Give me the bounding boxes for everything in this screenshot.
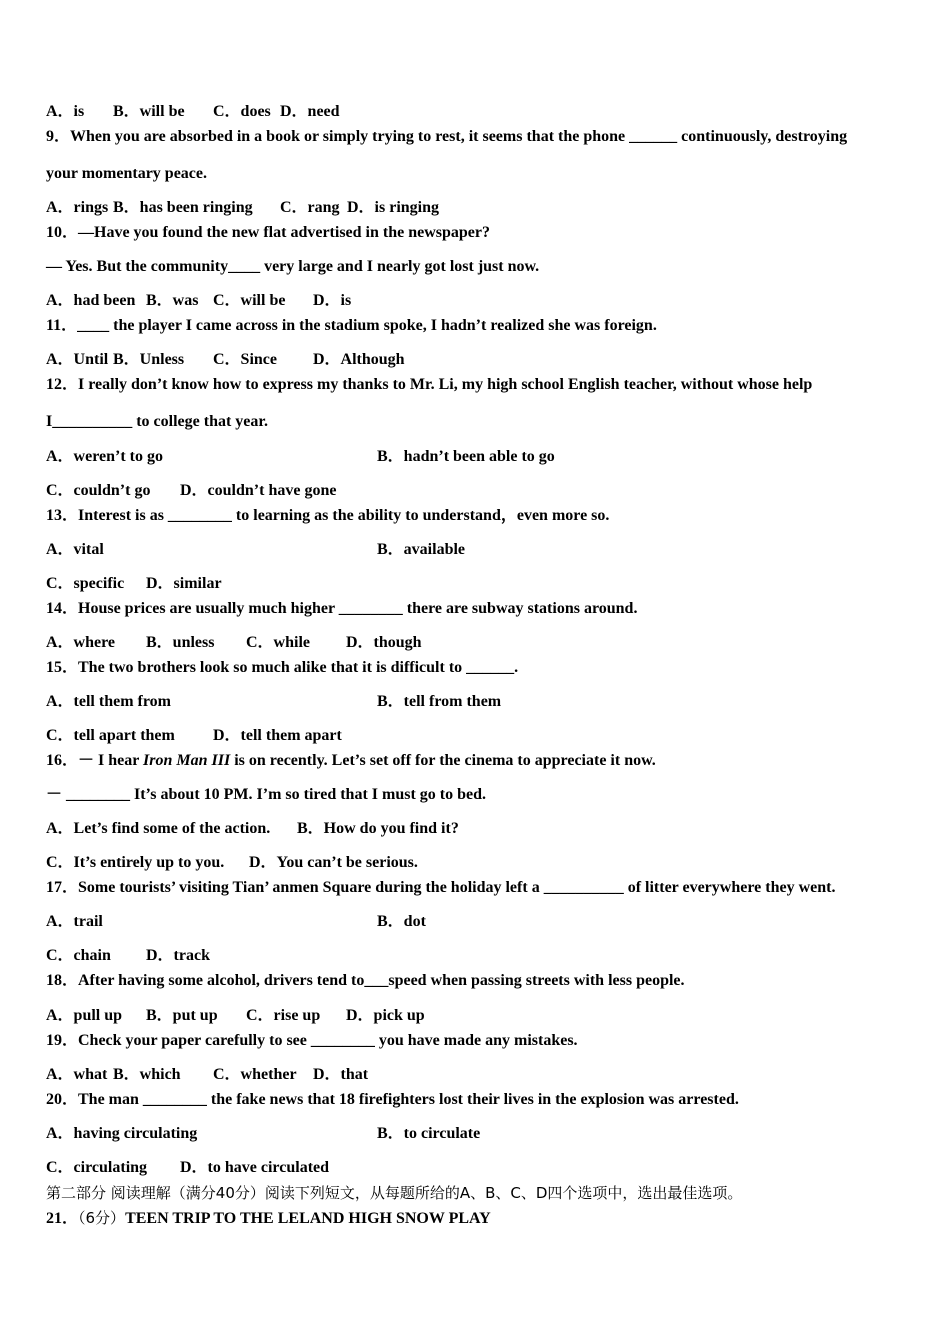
q12-option-d: D．couldn’t have gone bbox=[180, 482, 337, 499]
q15-stem: 15．The two brothers look so much alike that it is difficult to ______. bbox=[46, 659, 519, 676]
q16-stem-prefix: 16．－ I hear bbox=[46, 752, 144, 769]
q14-option-a: A．where bbox=[46, 634, 116, 651]
q13-option-a: A．vital bbox=[46, 541, 104, 558]
q12-option-b: B．hadn’t been able to go bbox=[377, 448, 555, 465]
q14-option-b: B．unless bbox=[146, 634, 215, 651]
q11-option-a: A．Until bbox=[46, 351, 109, 368]
q14-option-c: C．while bbox=[246, 634, 311, 651]
q8-option-b: B．will be bbox=[113, 103, 185, 120]
q12-stem-line1: 12．I really don’t know how to express my thanks to Mr. Li, my high school English teacher, without whose help bbox=[46, 376, 813, 393]
q18-option-d: D．pick up bbox=[346, 1007, 425, 1024]
q13-option-c: C．specific bbox=[46, 575, 125, 592]
q9-option-d: D．is ringing bbox=[347, 199, 440, 216]
q11-option-c: C．Since bbox=[213, 351, 278, 368]
q10-options bbox=[46, 291, 351, 311]
q20-option-b: B．to circulate bbox=[377, 1125, 481, 1142]
q12-options-row1 bbox=[46, 447, 906, 467]
q15-option-d: D．tell them apart bbox=[213, 727, 342, 744]
q10-stem-line1: 10．—Have you found the new flat advertised in the newspaper? bbox=[46, 224, 491, 241]
q16-option-a: A．Let’s find some of the action. bbox=[46, 820, 271, 837]
q21-title: TEEN TRIP TO THE LELAND HIGH SNOW PLAY bbox=[125, 1210, 491, 1227]
q10-stem-line2: — Yes. But the community____ very large and I nearly got lost just now. bbox=[46, 258, 540, 275]
q9-stem-line2: your momentary peace. bbox=[46, 165, 207, 182]
q21-points: （6分） bbox=[78, 1209, 126, 1227]
q9-options bbox=[46, 198, 439, 218]
q10-option-a: A．had been bbox=[46, 292, 136, 309]
q20-options-row2 bbox=[46, 1158, 329, 1178]
q10-option-c: C．will be bbox=[213, 292, 286, 309]
q17-option-a: A．trail bbox=[46, 913, 103, 930]
q15-option-a: A．tell them from bbox=[46, 693, 172, 710]
q12-option-a: A．weren’t to go bbox=[46, 448, 164, 465]
q14-option-d: D．though bbox=[346, 634, 422, 651]
q15-option-b: B．tell from them bbox=[377, 693, 502, 710]
q16-stem-suffix: is on recently. Let’s set off for the cinema to appreciate it now. bbox=[230, 752, 656, 769]
q9-option-c: C．rang bbox=[280, 199, 340, 216]
q8-option-c: C．does bbox=[213, 103, 271, 120]
section2-heading: 第二部分 阅读理解（满分40分）阅读下列短文，从每题所给的A、B、C、D四个选项中，选出最佳选项。 bbox=[46, 1184, 743, 1202]
q15-option-c: C．tell apart them bbox=[46, 727, 175, 744]
q20-option-c: C．circulating bbox=[46, 1159, 148, 1176]
q8-option-d: D．need bbox=[280, 103, 340, 120]
q16-option-b: B．How do you find it? bbox=[297, 820, 459, 837]
q19-option-d: D．that bbox=[313, 1066, 369, 1083]
q9-stem-line1: 9．When you are absorbed in a book or simply trying to rest, it seems that the phone ______ continuously, destroying bbox=[46, 128, 848, 145]
q10-option-b: B．was bbox=[146, 292, 199, 309]
q9-option-a: A．rings bbox=[46, 199, 109, 216]
q19-option-b: B．which bbox=[113, 1066, 181, 1083]
q11-options bbox=[46, 350, 405, 370]
q21-heading bbox=[46, 1208, 491, 1229]
q9-option-b: B．has been ringing bbox=[113, 199, 253, 216]
q8-option-a: A．is bbox=[46, 103, 85, 120]
q18-option-c: C．rise up bbox=[246, 1007, 321, 1024]
q14-options bbox=[46, 633, 422, 653]
q18-options bbox=[46, 1006, 425, 1026]
q19-stem: 19．Check your paper carefully to see ________ you have made any mistakes. bbox=[46, 1032, 578, 1049]
q12-options-row2 bbox=[46, 481, 336, 501]
q16-options-row1 bbox=[46, 819, 459, 839]
q19-option-a: A．what bbox=[46, 1066, 108, 1083]
q13-stem: 13．Interest is as ________ to learning as the ability to understand，even more so. bbox=[46, 507, 610, 524]
q13-options-row2 bbox=[46, 574, 222, 594]
q11-option-b: B．Unless bbox=[113, 351, 185, 368]
q8-options bbox=[46, 102, 340, 122]
q13-option-d: D．similar bbox=[146, 575, 222, 592]
q17-option-d: D．track bbox=[146, 947, 210, 964]
q17-option-c: C．chain bbox=[46, 947, 111, 964]
q13-options-row1 bbox=[46, 540, 906, 560]
q15-options-row1 bbox=[46, 692, 906, 712]
q13-option-b: B．available bbox=[377, 541, 466, 558]
q16-option-c: C．It’s entirely up to you. bbox=[46, 854, 225, 871]
q17-options-row2 bbox=[46, 946, 210, 966]
q15-options-row2 bbox=[46, 726, 342, 746]
q16-options-row2 bbox=[46, 853, 418, 873]
q12-stem-line2: I__________ to college that year. bbox=[46, 413, 269, 430]
q18-option-b: B．put up bbox=[146, 1007, 218, 1024]
q20-options-row1 bbox=[46, 1124, 906, 1144]
q20-stem: 20．The man ________ the fake news that 18 firefighters lost their lives in the explosion was arrested. bbox=[46, 1091, 739, 1108]
q11-stem: 11．____ the player I came across in the stadium spoke, I hadn’t realized she was foreign. bbox=[46, 317, 657, 334]
q19-option-c: C．whether bbox=[213, 1066, 297, 1083]
q18-stem: 18．After having some alcohol, drivers tend to___speed when passing streets with less people. bbox=[46, 972, 685, 989]
q16-stem-line1 bbox=[46, 751, 656, 771]
q19-options bbox=[46, 1065, 368, 1085]
q12-option-c: C．couldn’t go bbox=[46, 482, 151, 499]
q17-options-row1 bbox=[46, 912, 906, 932]
q20-option-d: D．to have circulated bbox=[180, 1159, 330, 1176]
q17-stem: 17．Some tourists’ visiting Tian’ anmen Square during the holiday left a __________ of litter everywhere they went. bbox=[46, 879, 836, 896]
q16-option-d: D．You can’t be serious. bbox=[249, 854, 418, 871]
q14-stem: 14．House prices are usually much higher ________ there are subway stations around. bbox=[46, 600, 638, 617]
q21-number: 21． bbox=[46, 1210, 79, 1227]
q16-stem-line2: － ________ It’s about 10 PM. I’m so tired that I must go to bed. bbox=[46, 786, 487, 803]
q16-movie-title: Iron Man III bbox=[143, 752, 231, 769]
q17-option-b: B．dot bbox=[377, 913, 426, 930]
q10-option-d: D．is bbox=[313, 292, 352, 309]
q20-option-a: A．having circulating bbox=[46, 1125, 198, 1142]
q18-option-a: A．pull up bbox=[46, 1007, 123, 1024]
q11-option-d: D．Although bbox=[313, 351, 405, 368]
